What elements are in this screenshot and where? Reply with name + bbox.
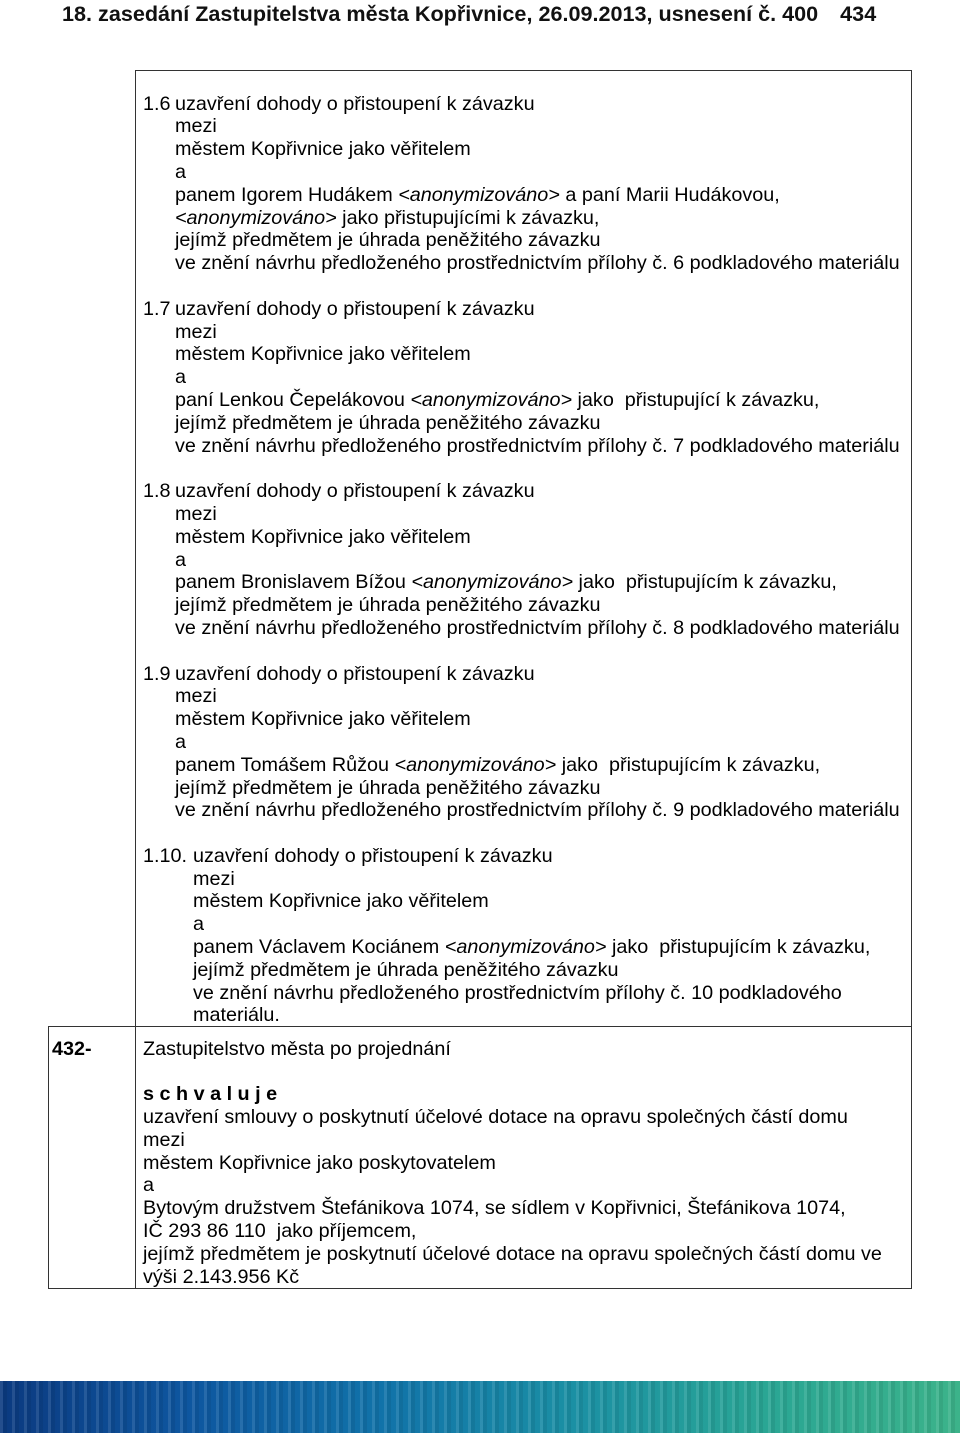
resolution-body (136, 1027, 911, 1288)
between-label: mezi (175, 685, 217, 708)
party-line (175, 207, 911, 230)
party-role: jako přistupujícími k závazku, (336, 206, 600, 229)
blank-line (143, 1060, 911, 1083)
recipient-id-line: IČ 293 86 110 jako příjemcem, (143, 1219, 417, 1242)
page-title (62, 1, 876, 27)
anonymized-placeholder: <anonymizováno> (175, 206, 337, 229)
wording-line: ve znění návrhu předloženého prostřednictvím přílohy č. 6 podkladového materiálu (175, 252, 900, 275)
wording-line: materiálu. (193, 1004, 280, 1027)
item-number: 1.6 (143, 92, 171, 115)
resolution-range-from: 400 (782, 1, 819, 26)
page-title-text: 18. zasedání Zastupitelstva města Kopřivnice, 26.09.2013, usnesení č. (62, 1, 777, 26)
resolution-verdict: s c h v a l u j e (143, 1083, 278, 1106)
party-name: paní Lenkou Čepelákovou (175, 388, 411, 411)
party-line (175, 754, 911, 777)
purpose-line: jejímž předmětem je poskytnutí účelové dotace na opravu společných částí domu ve (143, 1242, 882, 1265)
item-title: uzavření dohody o přistoupení k závazku (175, 297, 535, 320)
anonymized-placeholder: <anonymizováno> (444, 936, 607, 959)
agreement-heading (143, 480, 911, 503)
subject-line: jejímž předmětem je úhrada peněžitého závazku (193, 958, 619, 981)
creditor-line: městem Kopřivnice jako věřitelem (193, 890, 489, 913)
conjunction-label: a (175, 730, 187, 753)
anonymized-placeholder: <anonymizováno> (398, 183, 560, 206)
creditor-line: městem Kopřivnice jako věřitelem (175, 138, 471, 161)
item-number: 1.9 (143, 662, 171, 685)
resolution-subject: uzavření smlouvy o poskytnutí účelové dotace na opravu společných částí domu (143, 1105, 848, 1128)
provider-line: městem Kopřivnice jako poskytovatelem (143, 1151, 496, 1174)
agreement-item (143, 845, 911, 1027)
party-role: jako přistupující k závazku, (572, 388, 820, 411)
continuation-cell (135, 70, 912, 1026)
purpose-line: výši 2.143.956 Kč (143, 1265, 300, 1288)
item-number: 1.10. (143, 844, 187, 867)
party-line (175, 571, 911, 594)
conjunction-label: a (175, 548, 187, 571)
conjunction-label: a (143, 1174, 155, 1197)
agreement-item (143, 298, 911, 458)
party-line (175, 389, 911, 412)
party-role: a paní Marii Hudákovou, (559, 183, 780, 206)
agreement-heading (143, 92, 911, 116)
between-label: mezi (175, 502, 217, 525)
party-name: panem Bronislavem Bížou (175, 571, 412, 594)
between-label: mezi (175, 320, 217, 343)
party-line (175, 184, 911, 207)
agreement-item (143, 93, 911, 275)
anonymized-placeholder: <anonymizováno> (410, 388, 573, 411)
footer-gradient-bar (0, 1381, 960, 1433)
resolution-number-cell (49, 1027, 136, 1288)
item-title: uzavření dohody o přistoupení k závazku (175, 662, 535, 685)
agreement-item (143, 480, 911, 640)
subject-line: jejímž předmětem je úhrada peněžitého závazku (175, 594, 601, 617)
between-label: mezi (175, 115, 217, 138)
party-name: panem Tomášem Růžou (175, 753, 395, 776)
subject-line: jejímž předmětem je úhrada peněžitého závazku (175, 229, 601, 252)
wording-line: ve znění návrhu předloženého prostřednictvím přílohy č. 7 podkladového materiálu (175, 434, 900, 457)
anonymized-placeholder: <anonymizováno> (394, 753, 557, 776)
creditor-line: městem Kopřivnice jako věřitelem (175, 343, 471, 366)
conjunction-label: a (175, 160, 187, 183)
recipient-line: Bytovým družstvem Štefánikova 1074, se sídlem v Kopřivnici, Štefánikova 1074, (143, 1197, 846, 1220)
agreement-heading (143, 662, 911, 686)
conjunction-label: a (193, 913, 205, 936)
agreement-item (143, 663, 911, 823)
resolution-range-to: 434 (840, 1, 877, 26)
subject-line: jejímž předmětem je úhrada peněžitého závazku (175, 776, 601, 799)
party-line (193, 936, 911, 959)
party-name: panem Igorem Hudákem (175, 183, 399, 206)
wording-line: ve znění návrhu předloženého prostřednictvím přílohy č. 10 podkladového (193, 981, 842, 1004)
resolution-row (48, 1026, 912, 1289)
agreement-heading (143, 297, 911, 321)
party-role: jako přistupujícím k závazku, (556, 753, 821, 776)
item-number: 1.7 (143, 297, 171, 320)
between-label: mezi (143, 1128, 185, 1151)
item-title: uzavření dohody o přistoupení k závazku (193, 844, 553, 867)
wording-line: ve znění návrhu předloženého prostřednictvím přílohy č. 9 podkladového materiálu (175, 799, 900, 822)
party-role: jako přistupujícím k závazku, (573, 571, 837, 594)
agreement-heading (143, 844, 911, 868)
party-role: jako přistupujícím k závazku, (606, 936, 871, 959)
conjunction-label: a (175, 366, 187, 389)
wording-line: ve znění návrhu předloženého prostřednictvím přílohy č. 8 podkladového materiálu (175, 616, 900, 639)
item-number: 1.8 (143, 480, 171, 503)
resolution-number: 432- (52, 1037, 92, 1060)
anonymized-placeholder: <anonymizováno> (411, 571, 574, 594)
subject-line: jejímž předmětem je úhrada peněžitého závazku (175, 411, 601, 434)
item-title: uzavření dohody o přistoupení k závazku (175, 480, 535, 503)
resolution-intro: Zastupitelstvo města po projednání (143, 1037, 451, 1060)
party-name: panem Václavem Kociánem (193, 936, 445, 959)
item-title: uzavření dohody o přistoupení k závazku (175, 92, 535, 115)
between-label: mezi (193, 867, 235, 890)
resolution-table (48, 70, 912, 1289)
creditor-line: městem Kopřivnice jako věřitelem (175, 525, 471, 548)
creditor-line: městem Kopřivnice jako věřitelem (175, 708, 471, 731)
